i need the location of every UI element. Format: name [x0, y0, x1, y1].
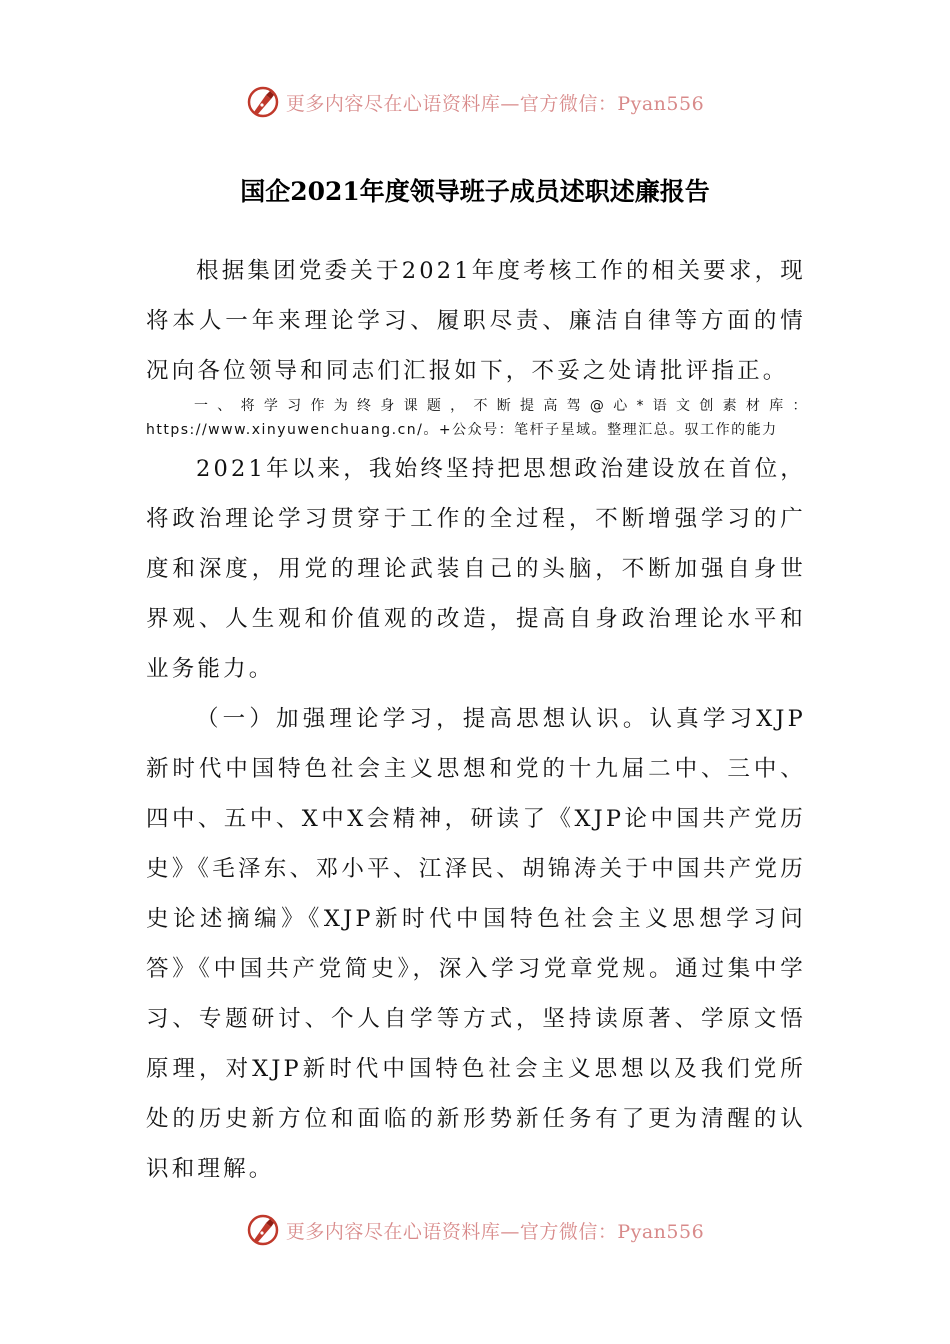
- pen-nib-logo-icon: [246, 1213, 280, 1247]
- header-banner-text: 更多内容尽在心语资料库—官方微信：Pyan556: [285, 92, 705, 115]
- document-title: 国企2021年度领导班子成员述职述廉报告: [240, 177, 710, 206]
- section1-body-paragraph: 2021年以来，我始终坚持把思想政治建设放在首位，将政治理论学习贯穿于工作的全过程，不断增强学习的广度和深度，用党的理论武装自己的头脑，不断加强自身世界观、人生观和价值观的改造，提高自身政治理论水平和业务能力。: [146, 456, 806, 682]
- header-banner: [0, 80, 950, 124]
- section1-heading-note: 一、将学习作为终身课题，不断提高驾@心*语文创素材库：https://www.xinyuwenchuang.cn/。+公众号：笔杆子星域。整理汇总。驭工作的能力: [146, 398, 808, 438]
- subsection1-paragraph: （一）加强理论学习，提高思想认识。认真学习XJP新时代中国特色社会主义思想和党的十九届二中、三中、四中、五中、X中X会精神，研读了《XJP论中国共产党历史》《毛泽东、邓小平、江泽民、胡锦涛关于中国共产党历史论述摘编》《XJP新时代中国特色社会主义思想学习问答》《中国共产党简史》，深入学习党章党规。通过集中学习、专题研讨、个人自学等方式，坚持读原著、学原文悟原理，对XJP新时代中国特色社会主义思想以及我们党所处的历史新方位和面临的新形势新任务有了更为清醒的认识和理解。: [146, 706, 806, 1182]
- footer-banner-text: 更多内容尽在心语资料库—官方微信：Pyan556: [285, 1220, 705, 1243]
- footer-banner: [0, 1208, 950, 1252]
- pen-nib-logo-icon: [246, 85, 280, 119]
- intro-paragraph: 根据集团党委关于2021年度考核工作的相关要求，现将本人一年来理论学习、履职尽责、廉洁自律等方面的情况向各位领导和同志们汇报如下，不妥之处请批评指正。: [146, 258, 806, 384]
